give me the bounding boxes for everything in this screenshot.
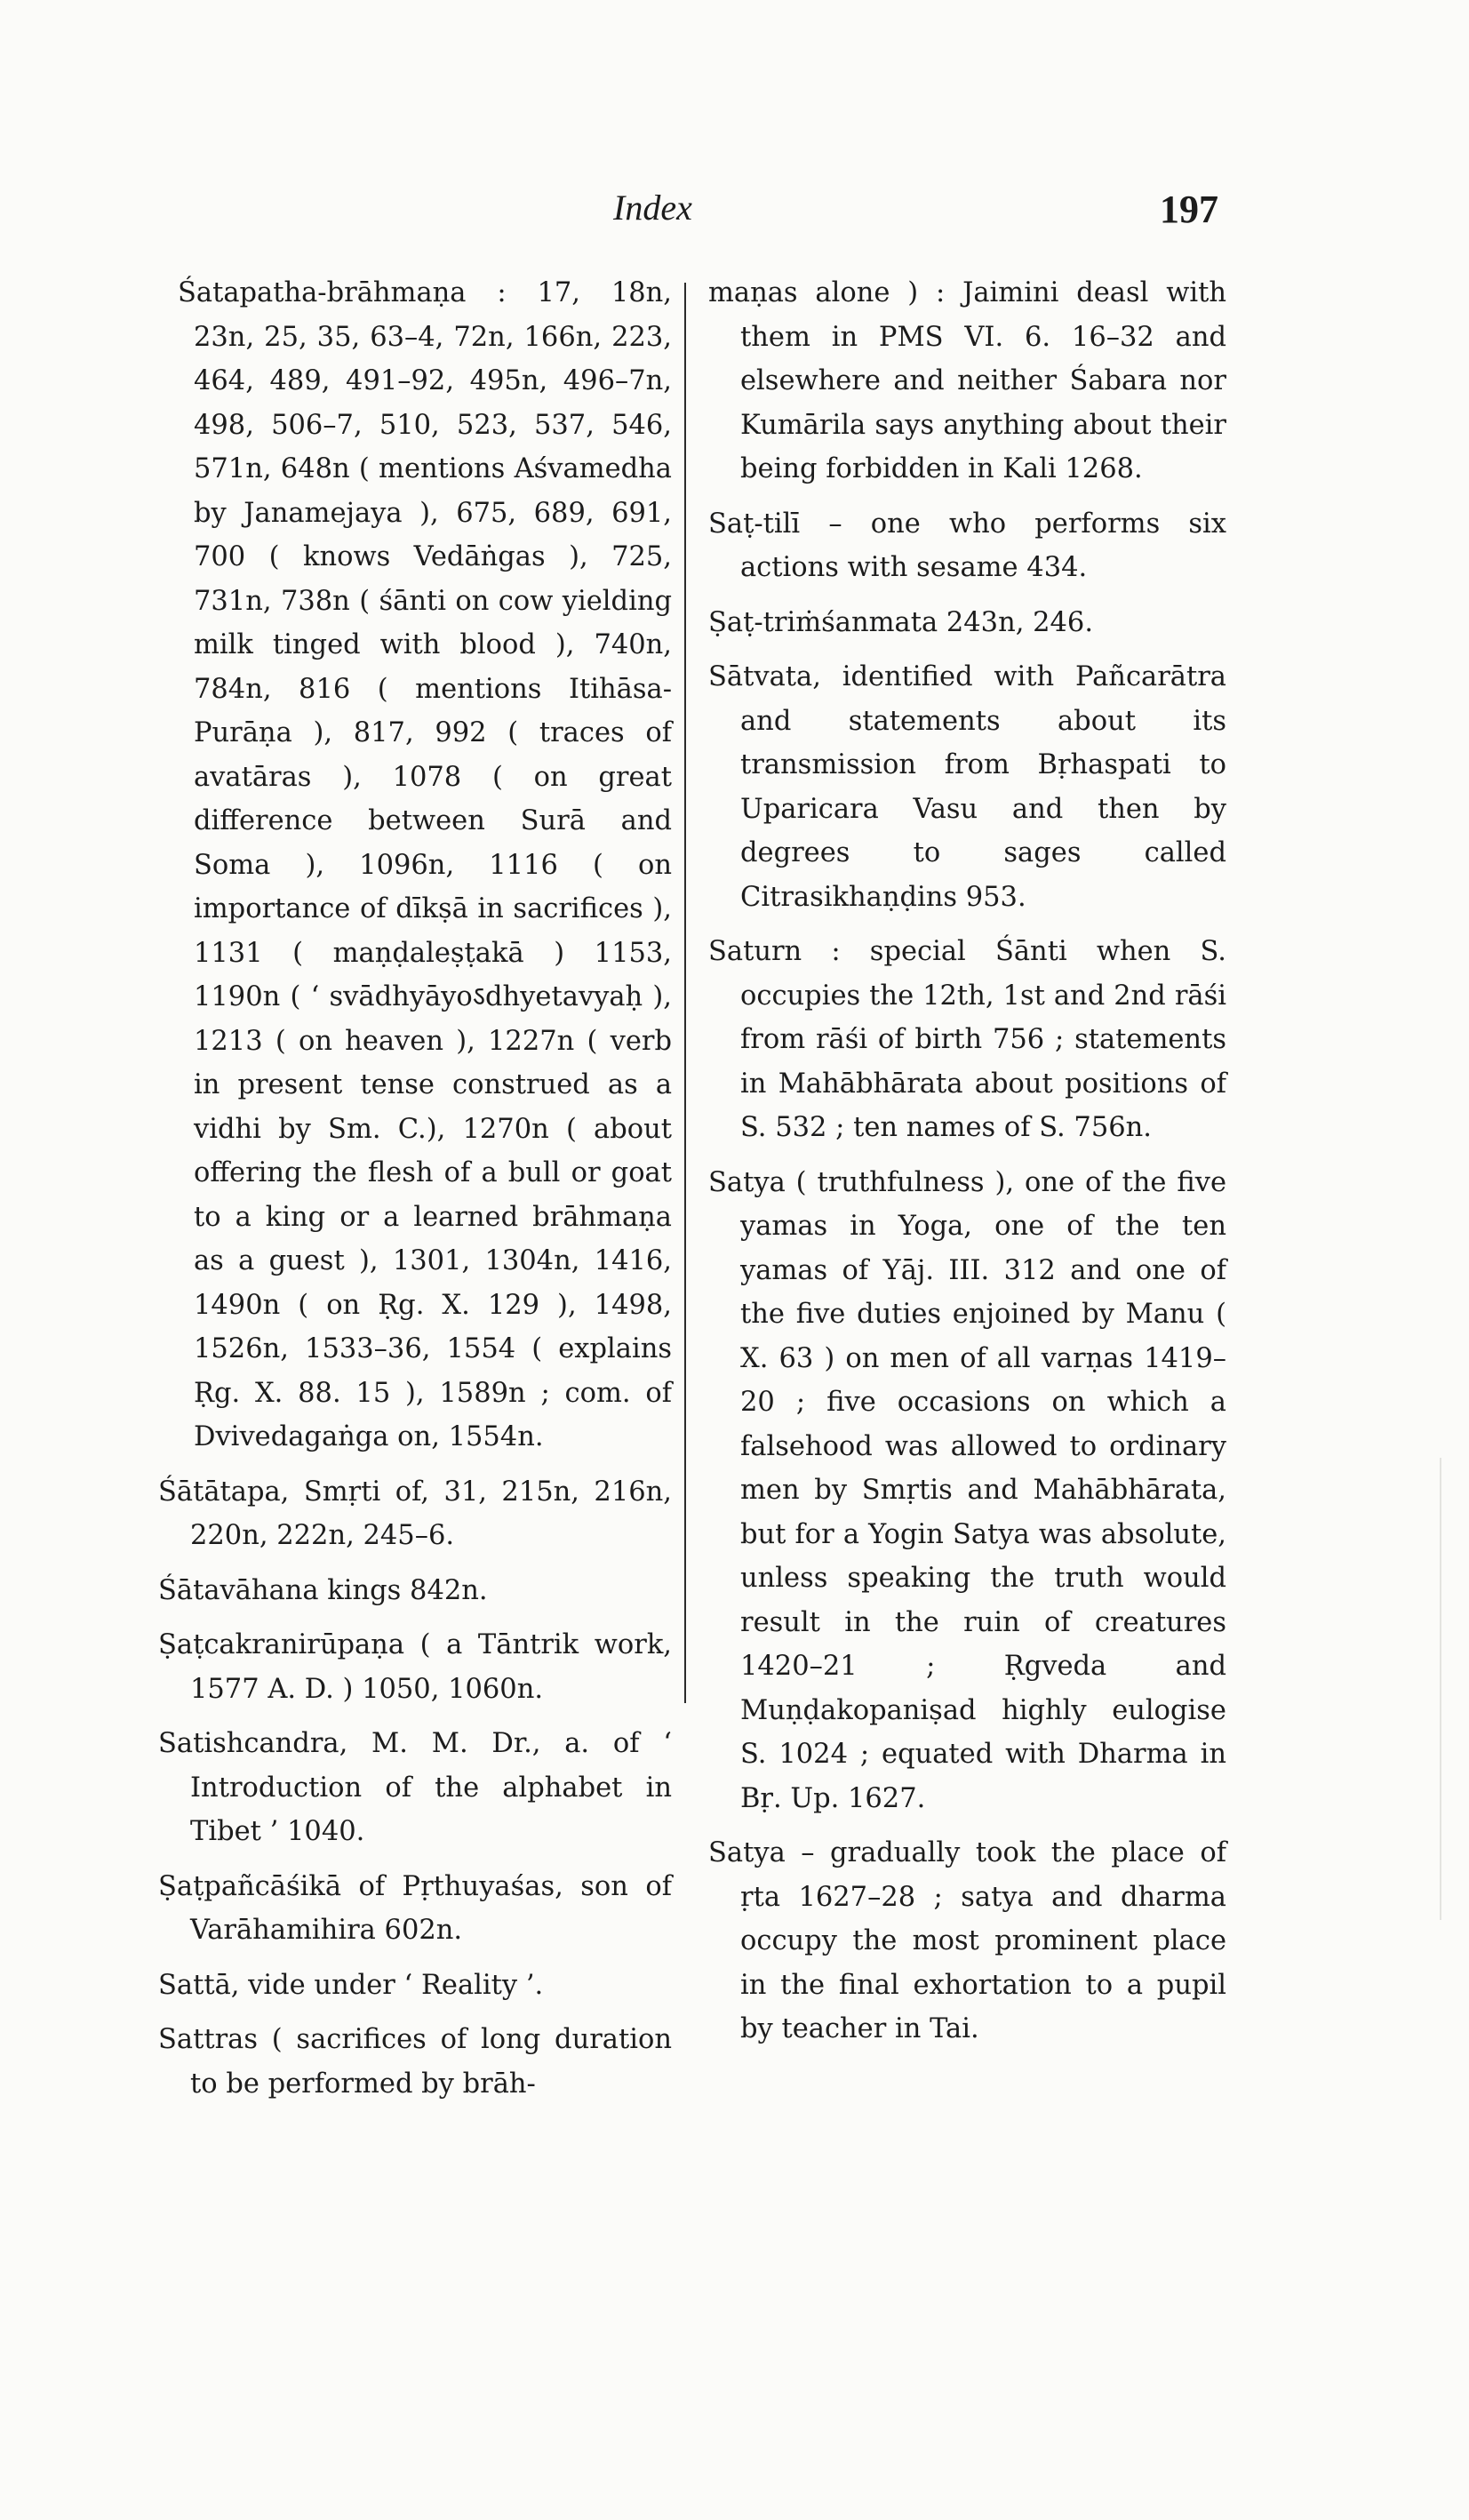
index-entry: Saṭ-tilī – one who performs six actions with sesame 434. — [708, 508, 1226, 583]
index-entry: Ṣaṭ-triṁśanmata 243n, 246. — [708, 606, 1094, 638]
index-entry: Ṣaṭpañcāśikā of Pṛthuyaśas, son of Varāhamihira 602n. — [158, 1870, 672, 1946]
index-entry: Śātātapa, Smṛti of, 31, 215n, 216n, 220n, 222n, 245–6. — [158, 1476, 672, 1551]
index-entry: Sattā, vide under ‘ Reality ’. — [158, 1969, 544, 2001]
index-entry: Satishcandra, M. M. Dr., a. of ‘ Introduction of the alphabet in Tibet ’ 1040. — [158, 1728, 672, 1847]
index-entry: Satya ( truthfulness ), one of the five yamas in Yoga, one of the ten yamas of Yāj. III. 312 and one of the five duties enjoined by Manu ( X. 63 ) on men of all varṇas 1419–20 ; five occasions on which a falsehood was allowed to ordinary men by Smṛtis and Mahābhārata, but for a Yogin Satya was absolute, unless speaking the truth would result in the ruin of creatures 1420–21 ; Ṛgveda and Muṇḍakopaniṣad highly eulogise S. 1024 ; equated with Dharma in Bṛ. Up. 1627. — [708, 1166, 1226, 1814]
page-header — [0, 0, 1469, 293]
index-entry: Satya – gradually took the place of ṛta 1627–28 ; satya and dharma occupy the most prominent place in the final exhortation to a pupil by teacher in Tai. — [708, 1837, 1226, 2044]
index-column-left — [158, 271, 672, 2116]
page-number: 197 — [1160, 188, 1218, 231]
index-entry: maṇas alone ) : Jaimini deasl with them in PMS VI. 6. 16–32 and elsewhere and neither Śabara nor Kumārila says anything about their being forbidden in Kali 1268. — [708, 277, 1226, 484]
index-entry: Ṣaṭcakranirūpaṇa ( a Tāntrik work, 1577 A. D. ) 1050, 1060n. — [158, 1629, 672, 1705]
index-entry: Śatapatha-brāhmaṇa : 17, 18n, 23n, 25, 35, 63–4, 72n, 166n, 223, 464, 489, 491–92, 495n, 496–7n, 498, 506–7, 510, 523, 537, 546, 571n, 648n ( mentions Aśvamedha by Janamejaya ), 675, 689, 691, 700 ( knows Vedāṅgas ), 725, 731n, 738n ( śānti on cow yielding milk tinged with blood ), 740n, 784n, 816 ( mentions Itihāsa-Purāṇa ), 817, 992 ( traces of avatāras ), 1078 ( on great difference between Surā and Soma ), 1096n, 1116 ( on importance of dīkṣā in sacrifices ), 1131 ( maṇḍaleṣṭakā ) 1153, 1190n ( ‘ svādhyāyoऽdhyetavyaḥ ), 1213 ( on heaven ), 1227n ( verb in present tense construed as a vidhi by Sm. C.), 1270n ( about offering the flesh of a bull or goat to a king or a learned brāhmaṇa as a guest ), 1301, 1304n, 1416, 1490n ( on Ṛg. X. 129 ), 1498, 1526n, 1533–36, 1554 ( explains Ṛg. X. 88. 15 ), 1589n ; com. of Dvivedagaṅga on, 1554n. — [178, 277, 672, 1452]
index-entry: Saturn : special Śānti when S. occupies the 12th, 1st and 2nd rāśi from rāśi of birth 756 ; statements in Mahābhārata about positions of S. 532 ; ten names of S. 756n. — [708, 936, 1226, 1143]
index-entry: Sattras ( sacrifices of long duration to be performed by brāh- — [158, 2024, 672, 2100]
running-title: Index — [613, 188, 692, 228]
index-entry: Śātavāhana kings 842n. — [158, 1574, 488, 1606]
column-divider — [684, 283, 686, 1703]
margin-speck — [1440, 1458, 1441, 1920]
index-entry: Sātvata, identified with Pañcarātra and statements about its transmission from Bṛhaspati to Uparicara Vasu and then by degrees to sages called Citrasikhaṇḍins 953. — [708, 661, 1226, 913]
index-column-right — [708, 271, 1226, 2062]
